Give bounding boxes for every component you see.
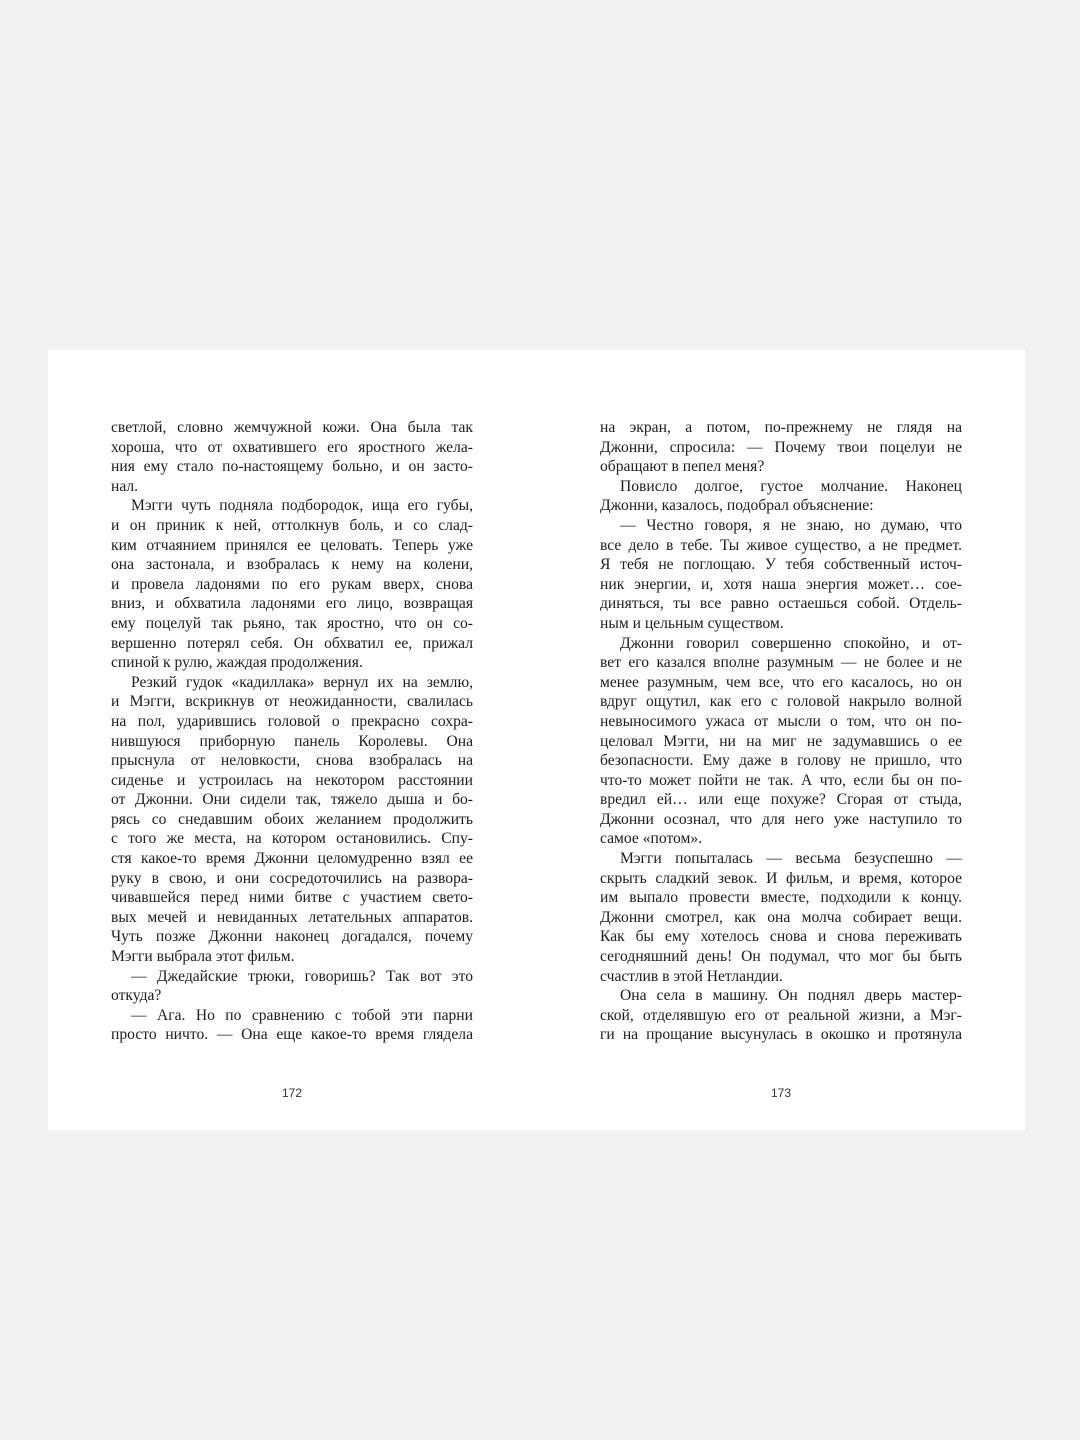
- text-line: вет его казался вполне разумным — не более и не: [600, 654, 962, 672]
- text-line: Мэгги чуть подняла подбородок, ища его губы,: [131, 497, 473, 515]
- text-line: на экран, а потом, по-прежнему не глядя на: [600, 419, 962, 436]
- text-line: ской, отделявшую его от реальной жизни, а Мэг-: [600, 1006, 962, 1024]
- text-line: Она села в машину. Он поднял дверь мастер-: [620, 987, 962, 1005]
- text-line: вниз, и обхватила ладонями его лицо, возвращая: [111, 595, 473, 613]
- text-line: вредил ей… или еще похуже? Сгорая от стыда,: [600, 791, 962, 809]
- text-line: и он приник к ней, оттолкнув боль, и со слад-: [111, 516, 473, 534]
- text-line: ным и цельным существом.: [600, 614, 784, 632]
- text-line: безопасности. Ему даже в голову не пришло, что: [600, 752, 962, 770]
- text-line: что-то может пойти не так. А что, если бы он по-: [600, 771, 962, 789]
- text-line: на пол, ударившись головой о прекрасно сохра-: [111, 712, 473, 730]
- text-line: ник энергии, и, хотя наша энергия может… сое-: [600, 575, 962, 593]
- text-line: — Ага. Но по сравнению с тобой эти парни: [131, 1006, 473, 1024]
- text-line: Я тебя не поглощаю. У тебя собственный источ-: [600, 556, 962, 574]
- text-line: Джонни говорил совершенно спокойно, и от-: [620, 634, 962, 652]
- text-line: стя какое-то время Джонни целомудренно взял ее: [111, 850, 473, 868]
- text-line: Джонни, казалось, подобрал объяснение:: [600, 497, 874, 515]
- text-line: ния ему стало по-настоящему больно, и он засто-: [111, 458, 473, 476]
- text-line: диняться, ты все равно остаешься собой. Отдель-: [600, 595, 962, 613]
- text-line: скрыть сладкий зевок. И фильм, и время, которое: [600, 869, 962, 887]
- text-line: самое «потом».: [600, 830, 703, 848]
- text-line: целовал Мэгги, ни на миг не задумавшись о ее: [600, 732, 962, 750]
- text-line: Джонни осознал, что для него уже наступило то: [600, 810, 962, 828]
- text-line: вдруг ощутил, как его с головой накрыло волной: [600, 693, 962, 711]
- text-line: просто ничто. — Она еще какое-то время глядела: [111, 1026, 473, 1044]
- text-line: счастлив в этой Нетландии.: [600, 967, 783, 985]
- text-line: она застонала, и взобралась к нему на колени,: [111, 556, 473, 574]
- text-line: Мэгги попыталась — весьма безуспешно —: [620, 850, 962, 868]
- text-line: спиной к рулю, жаждая продолжения.: [111, 654, 363, 672]
- text-line: ему поцелуй так рьяно, так яростно, что он со-: [111, 614, 473, 632]
- text-line: обращают в пепел меня?: [600, 458, 765, 476]
- text-line: от Джонни. Они сидели так, тяжело дыша и бо-: [111, 791, 473, 809]
- left-page-text: [111, 418, 473, 1045]
- text-line: прыснула от неловкости, снова взобралась на: [111, 752, 473, 770]
- text-line: — Честно говоря, я не знаю, но думаю, что: [620, 516, 962, 534]
- text-line: невыносимого ужаса от мысли о том, что он по-: [600, 712, 962, 730]
- text-line: сегодняшний день! Он подумал, что мог бы быть: [600, 948, 962, 966]
- text-line: и Мэгги, вскрикнув от неожиданности, свалилась: [111, 693, 473, 711]
- text-line: Повисло долгое, густое молчание. Наконец: [620, 477, 962, 495]
- text-line: ги на прощание высунулась в окошко и протянула: [600, 1026, 962, 1044]
- text-line: хороша, что от охватившего его яростного жела-: [111, 438, 473, 456]
- text-line: все дело в тебе. Ты живое существо, а не предмет.: [600, 536, 962, 554]
- text-line: Мэгги выбрала этот фильм.: [111, 948, 295, 966]
- text-line: нал.: [111, 477, 139, 495]
- text-line: вых мечей и невиданных летательных аппаратов.: [111, 908, 473, 926]
- text-line: рясь со снедавшим обоих желанием продолжить: [111, 810, 473, 828]
- text-line: им выпало провести вместе, подходили к концу.: [600, 889, 962, 907]
- text-line: Как бы ему хотелось снова и снова переживать: [600, 928, 962, 946]
- right-page-text: [600, 418, 962, 1045]
- text-line: и провела ладонями по его рукам вверх, снова: [111, 575, 473, 593]
- text-line: руку в свою, и они сосредоточились на развора-: [111, 869, 473, 887]
- text-line: Резкий гудок «кадиллака» вернул их на землю,: [131, 673, 473, 691]
- text-line: нившуюся приборную панель Королевы. Она: [111, 732, 473, 750]
- text-line: сиденье и устроилась на некотором расстоянии: [111, 771, 473, 789]
- text-line: — Джедайские трюки, говоришь? Так вот это: [131, 967, 473, 985]
- text-line: чивавшейся перед ними битве с участием свето-: [111, 889, 473, 907]
- book-spread: [48, 350, 1025, 1130]
- right-page-number: 173: [770, 1086, 792, 1100]
- text-line: Джонни смотрел, как она молча собирает вещи.: [600, 908, 962, 926]
- left-page-number: 172: [281, 1086, 303, 1100]
- text-line: откуда?: [111, 987, 162, 1005]
- text-line: светлой, словно жемчужной кожи. Она была так: [111, 419, 473, 436]
- text-line: ким отчаянием принялся ее целовать. Теперь уже: [111, 536, 473, 554]
- text-line: Джонни, спросила: — Почему твои поцелуи не: [600, 438, 962, 456]
- text-line: Чуть позже Джонни наконец догадался, почему: [111, 928, 473, 946]
- text-line: с того же места, на котором остановились. Спу-: [111, 830, 473, 848]
- text-line: вершенно потерял себя. Он обхватил ее, прижал: [111, 634, 473, 652]
- text-line: менее разумным, чем все, что его касалось, но он: [600, 673, 962, 691]
